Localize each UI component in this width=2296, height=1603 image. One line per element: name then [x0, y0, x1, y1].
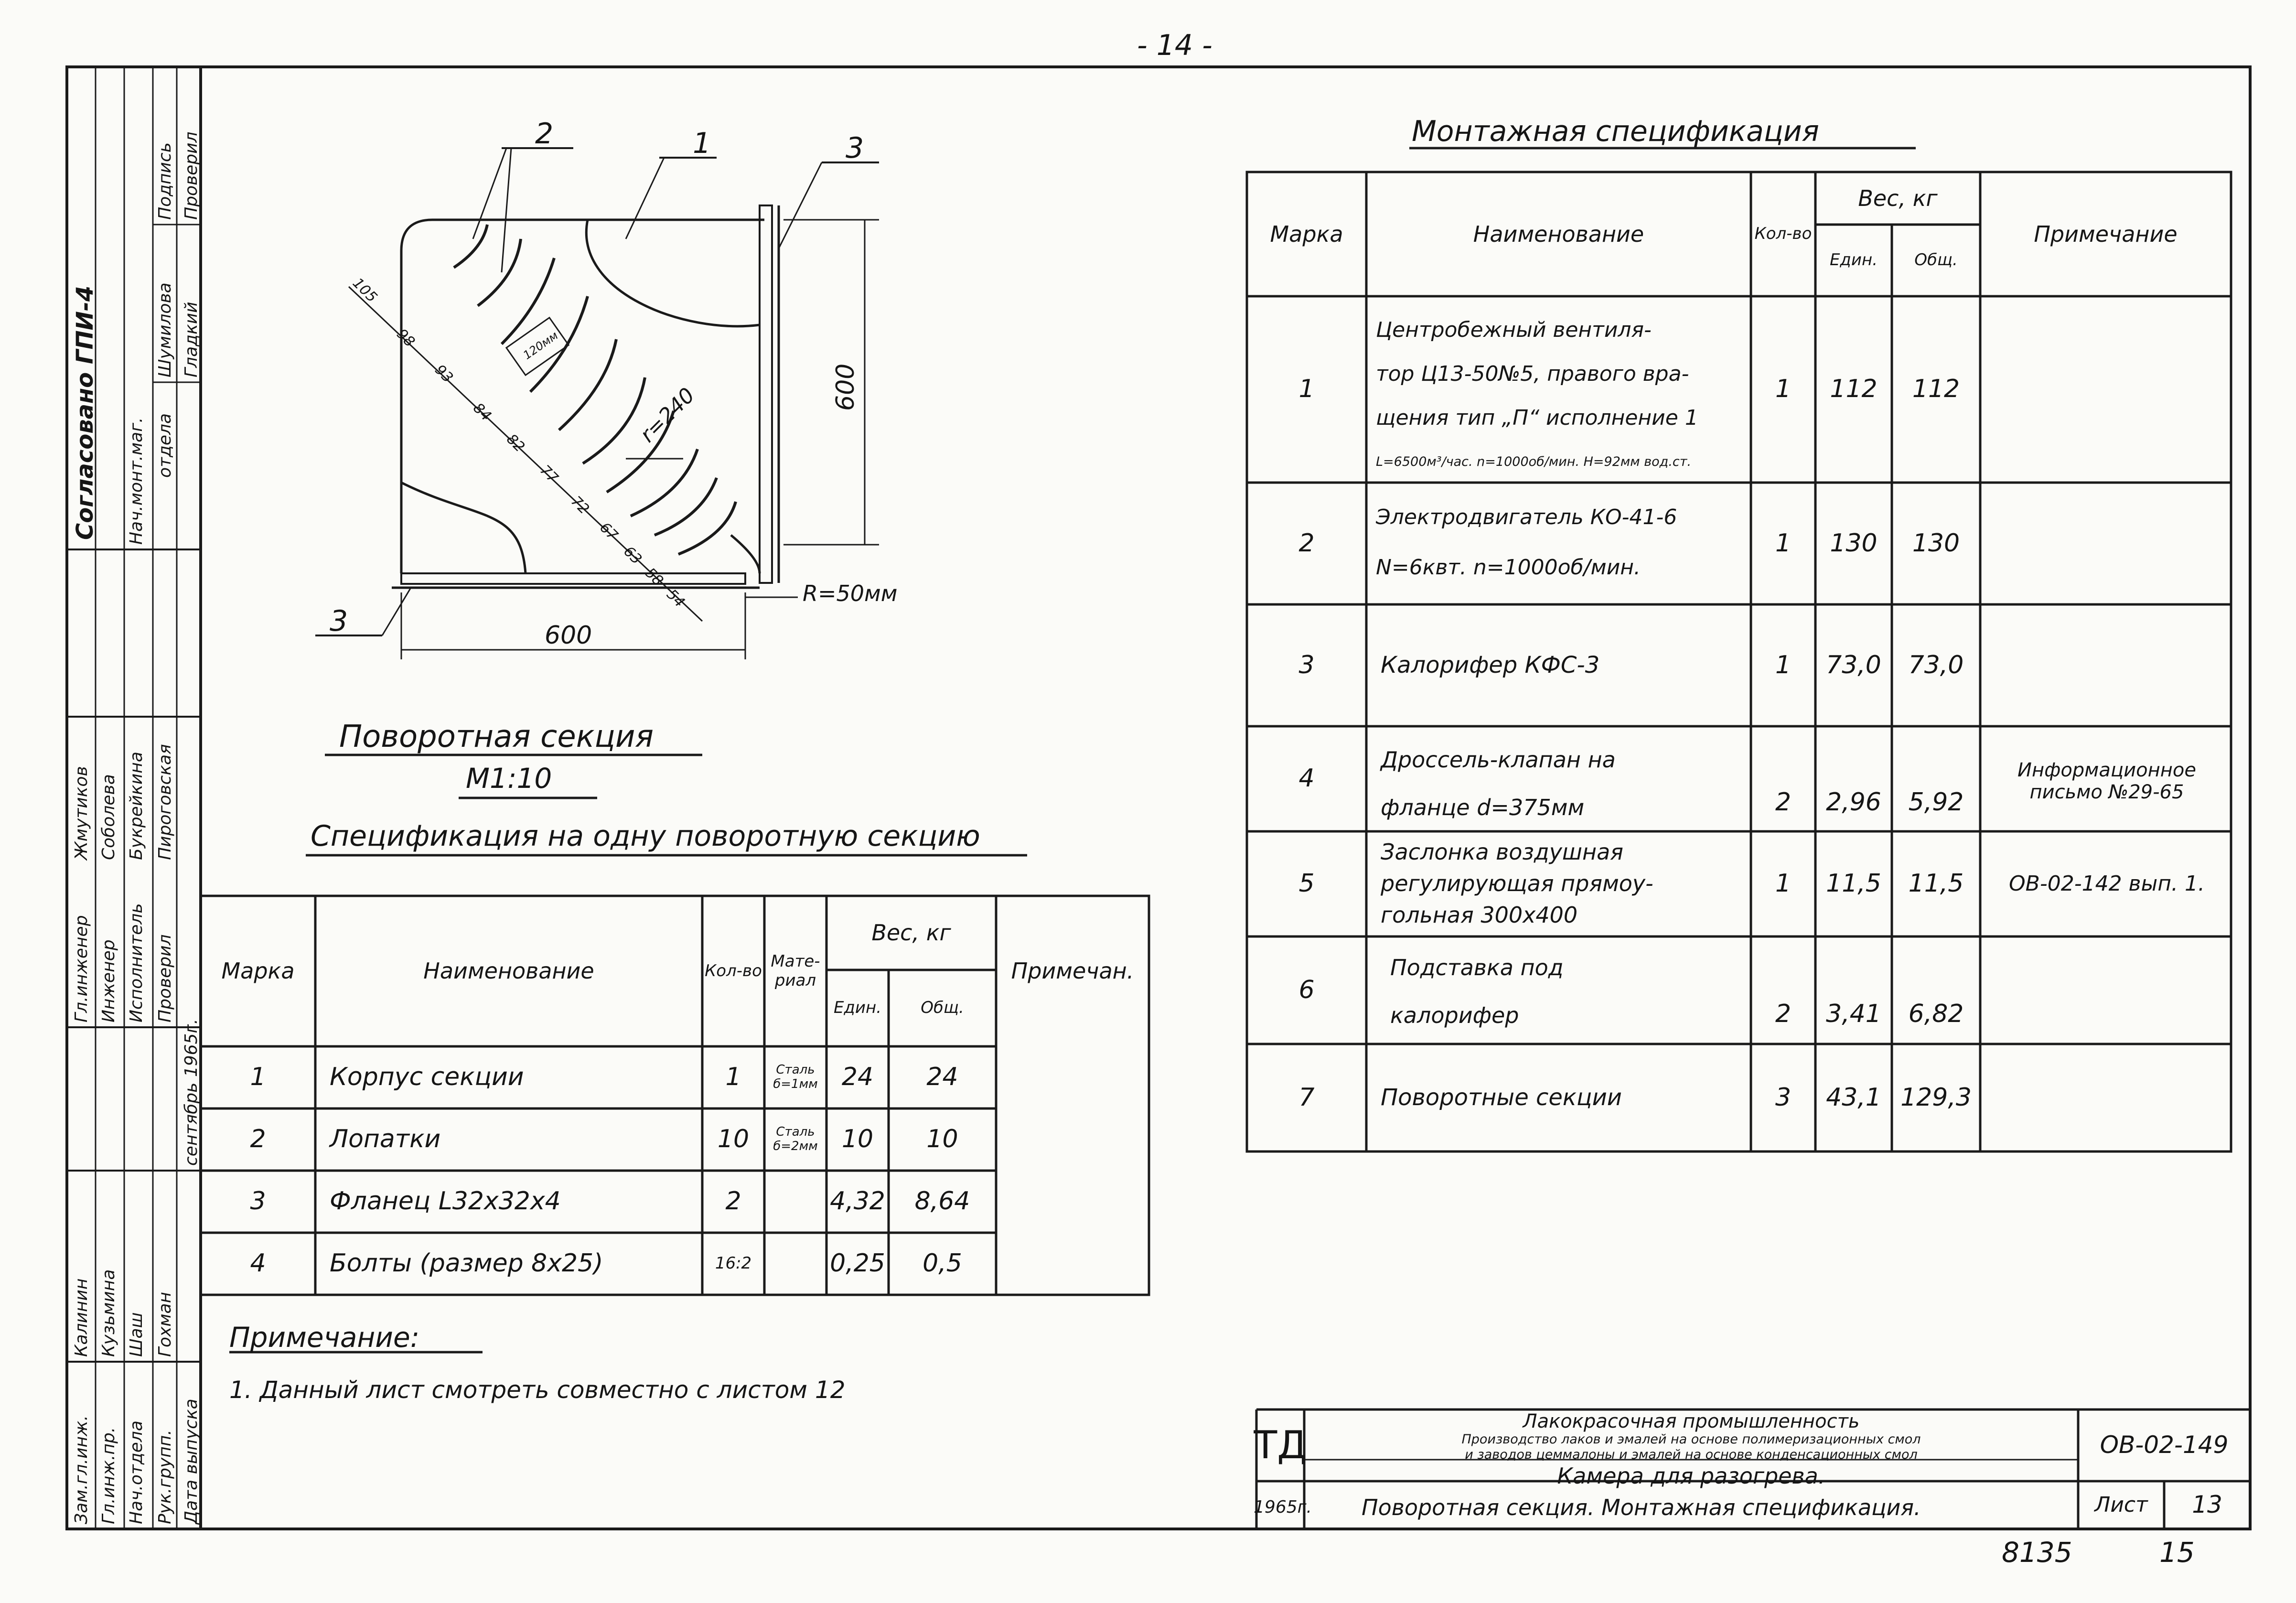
title-block-logo: ТД: [1254, 1423, 1307, 1467]
spec2-cell-unit: 43,1: [1826, 1083, 1881, 1112]
spec1-cell-name: Фланец L32х32х4: [330, 1187, 561, 1216]
archive-number: 8135: [2002, 1536, 2072, 1569]
title-block-sheet-number: 13: [2192, 1491, 2222, 1519]
spec2-cell-total: 6,82: [1908, 999, 1964, 1028]
spec2-cell-total: 112: [1912, 375, 1960, 404]
spec2-header-weight: Вес, кг: [1858, 185, 1938, 211]
spec2-cell-mark: 7: [1298, 1083, 1315, 1112]
leader-label-1: 1: [693, 127, 711, 160]
stamp-label: Шумилова: [155, 282, 175, 377]
spec1-header-qty: Кол-во: [705, 961, 762, 980]
spec2-cell-qty: 1: [1775, 528, 1792, 558]
stamp-date-label: Дата выпуска: [182, 1399, 201, 1524]
spec2-cell-note: Информационное письмо №29-65: [2017, 759, 2196, 803]
spec2-title: Монтажная спецификация: [1412, 115, 1819, 148]
spec2-header-name: Наименование: [1473, 221, 1644, 247]
leader-label-3-bottom: 3: [330, 604, 348, 638]
step-dimension: 58: [642, 564, 666, 590]
spec2-name-line: гольная 300х400: [1381, 902, 1578, 928]
spec2-cell-mark: 6: [1298, 975, 1315, 1004]
stamp-role: Нач.отдела: [127, 1420, 146, 1524]
spec2-cell-unit: 130: [1830, 528, 1878, 558]
spec1-cell-mark: 3: [250, 1187, 266, 1216]
section-scale: М1:10: [466, 762, 552, 795]
step-dimension: 72: [568, 493, 592, 518]
stamp-role: Зам.гл.инж.: [72, 1415, 91, 1524]
step-dimension: 54: [663, 586, 688, 611]
archive-sheet: 15: [2159, 1536, 2195, 1569]
stamp-name: Пироговская: [155, 744, 175, 860]
stamp-role: Рук.групп.: [155, 1430, 175, 1524]
spec1-cell-mark: 2: [250, 1125, 266, 1154]
spec2-cell-note: ОВ-02-142 вып. 1.: [2009, 871, 2205, 896]
stamp-label: отдела: [155, 413, 175, 478]
spec1-cell-unit: 0,25: [830, 1249, 885, 1278]
stamp-role: Проверил: [155, 934, 175, 1022]
stamp-label: Проверил: [182, 131, 201, 220]
title-block-object: Камера для разогрева.: [1557, 1463, 1825, 1489]
spec2-name-line: регулирующая прямоу-: [1381, 871, 1653, 896]
dimension-600-vertical: 600: [831, 363, 860, 411]
spec2-name-line: Дроссель-клапан на: [1381, 747, 1616, 773]
spec1-header-mark: Марка: [221, 958, 295, 984]
step-dimension: 67: [596, 519, 621, 544]
spec2-cell-name: Калорифер КФС-3: [1381, 651, 1600, 678]
stamp-role: Исполнитель: [127, 903, 146, 1022]
title-block-sheet-label: Лист: [2094, 1492, 2148, 1517]
spec2-name-line: щения тип „П“ исполнение 1: [1376, 406, 1698, 430]
spec2-cell-unit: 2,96: [1826, 788, 1881, 817]
title-block-industry: Лакокрасочная промышленность: [1523, 1410, 1860, 1432]
spec2-cell-mark: 4: [1298, 764, 1315, 793]
spec2-cell-unit: 73,0: [1826, 650, 1881, 679]
spec2-header-total: Общ.: [1914, 250, 1958, 270]
spec2-name-line: калорифер: [1390, 1002, 1519, 1028]
spec2-cell-name: Поворотные секции: [1381, 1084, 1622, 1111]
spec2-name-line: тор Ц13-50№5, правого вра-: [1376, 362, 1689, 386]
leader-label-2: 2: [535, 117, 554, 151]
spec2-cell-mark: 5: [1298, 869, 1315, 898]
spec2-cell-total: 129,3: [1900, 1083, 1972, 1112]
stamp-label: Гладкий: [182, 301, 201, 377]
spec2-cell-total: 73,0: [1908, 650, 1964, 679]
spec2-cell-qty: 1: [1775, 869, 1792, 898]
stamp-name: Соболева: [99, 774, 118, 860]
spec2-cell-mark: 2: [1298, 528, 1315, 558]
spec2-cell-total: 5,92: [1908, 788, 1964, 817]
spec2-header-note: Примечание: [2034, 221, 2178, 247]
stamp-name: Гохман: [155, 1291, 175, 1357]
stamp-approved: Согласовано ГПИ-4: [72, 285, 98, 540]
spec2-header-unit: Един.: [1829, 250, 1878, 270]
page-number: - 14 -: [1137, 29, 1212, 62]
spec1-cell-qty: 16:2: [715, 1254, 752, 1273]
step-dimension: 77: [536, 462, 561, 487]
stamp-label: Нач.монт.маг.: [127, 417, 146, 545]
slot-label: 120мм: [521, 328, 561, 362]
title-block-sheet-title: Поворотная секция. Монтажная спецификация.: [1362, 1494, 1921, 1520]
spec2-name-line: фланце d=375мм: [1381, 795, 1585, 820]
spec2-cell-name: [1376, 308, 1749, 484]
spec1-cell-total: 8,64: [914, 1187, 970, 1216]
step-dimension: 84: [470, 399, 494, 425]
spec1-cell-total: 0,5: [923, 1249, 962, 1278]
step-dimension: 93: [431, 361, 456, 387]
spec2-cell-qty: 2: [1775, 999, 1792, 1028]
title-block-line3: и заводов цеммалоны и эмалей на основе конденсационных смол: [1465, 1447, 1918, 1463]
note-title: Примечание:: [229, 1321, 420, 1354]
spec2-cell-unit: 112: [1830, 375, 1878, 404]
spec1-cell-name: Болты (размер 8х25): [330, 1249, 603, 1278]
stamp-label: Подпись: [155, 142, 175, 220]
dimension-600-horizontal: 600: [545, 621, 592, 650]
spec1-cell-unit: 4,32: [830, 1187, 885, 1216]
spec2-cell-name: [1381, 836, 1749, 931]
stamp-date: сентябрь 1965г.: [182, 1019, 201, 1166]
spec2-name-line: Электродвигатель КО-41-6: [1376, 505, 1677, 529]
spec1-cell-name: Корпус секции: [330, 1063, 524, 1092]
vane-radius-label: r=240: [635, 383, 700, 448]
spec1-cell-material: Сталь б=1мм: [773, 1063, 818, 1091]
spec1-cell-mark: 4: [250, 1249, 266, 1278]
stamp-role: Инженер: [99, 939, 118, 1022]
spec2-cell-total: 11,5: [1908, 869, 1964, 898]
spec2-cell-qty: 1: [1775, 375, 1792, 404]
title-block-code: ОВ-02-149: [2100, 1431, 2229, 1459]
title-block-line2: Производство лаков и эмалей на основе полимеризационных смол: [1461, 1432, 1921, 1447]
spec2-cell-qty: 1: [1775, 650, 1792, 679]
stamp-name: Букрейкина: [127, 752, 146, 860]
spec2-name-line: Подставка под: [1390, 955, 1564, 980]
stamp-name: Кузьмина: [99, 1269, 118, 1357]
spec2-name-line: Центробежный вентиля-: [1376, 318, 1652, 342]
spec1-header-unit: Един.: [833, 998, 882, 1018]
spec1-cell-unit: 10: [841, 1125, 874, 1154]
spec2-cell-name: [1381, 736, 1749, 831]
stamp-role: Гл.инженер: [72, 915, 91, 1022]
step-dimension: 63: [620, 543, 645, 568]
spec2-cell-name: [1376, 492, 1749, 592]
note-text: 1. Данный лист смотреть совместно с листом 12: [229, 1376, 846, 1404]
step-dimension: 98: [393, 325, 418, 351]
spec2-cell-mark: 1: [1298, 375, 1315, 404]
spec1-cell-name: Лопатки: [330, 1125, 441, 1154]
stamp-name: Шаш: [127, 1312, 146, 1357]
step-dimension: 82: [503, 430, 528, 456]
spec2-cell-total: 130: [1912, 528, 1960, 558]
spec1-cell-qty: 2: [725, 1187, 741, 1216]
spec1-header-material: Мате-риал: [771, 952, 820, 990]
spec2-cell-name: [1390, 944, 1749, 1039]
spec1-header-note: Примечан.: [1011, 958, 1134, 984]
spec1-cell-total: 24: [926, 1063, 958, 1092]
spec2-cell-unit: 11,5: [1826, 869, 1881, 898]
spec1-cell-unit: 24: [841, 1063, 874, 1092]
stamp-name: Жмутиков: [72, 766, 91, 860]
spec1-cell-total: 10: [926, 1125, 958, 1154]
spec1-title: Спецификация на одну поворотную секцию: [311, 819, 980, 853]
stamp-role: Гл.инж.пр.: [99, 1427, 118, 1524]
spec1-header-weight: Вес, кг: [871, 920, 951, 946]
stamp-name: Калинин: [72, 1278, 91, 1357]
spec2-name-line: Заслонка воздушная: [1381, 839, 1623, 865]
radius-label: R=50мм: [803, 581, 898, 606]
spec1-cell-material: Сталь б=2мм: [773, 1125, 818, 1153]
spec1-header-name: Наименование: [423, 958, 594, 984]
spec2-cell-qty: 3: [1775, 1083, 1792, 1112]
spec2-cell-mark: 3: [1298, 650, 1315, 679]
spec2-header-mark: Марка: [1270, 221, 1343, 247]
title-block-year: 1965г.: [1254, 1497, 1312, 1517]
spec2-header-qty: Кол-во: [1754, 224, 1812, 244]
step-dimension: 105: [349, 274, 381, 306]
spec2-name-line: N=6квт. n=1000об/мин.: [1376, 555, 1641, 580]
spec1-header-total: Общ.: [921, 998, 964, 1018]
spec2-cell-unit: 3,41: [1826, 999, 1881, 1028]
leader-label-3: 3: [846, 131, 864, 165]
spec2-cell-qty: 2: [1775, 788, 1792, 817]
spec1-cell-qty: 1: [725, 1063, 741, 1092]
spec2-name-line: L=6500м³/час. n=1000об/мин. Н=92мм вод.ст.: [1376, 454, 1692, 469]
section-title: Поворотная секция: [339, 719, 654, 754]
spec1-cell-mark: 1: [250, 1063, 266, 1092]
spec1-cell-qty: 10: [717, 1125, 750, 1154]
